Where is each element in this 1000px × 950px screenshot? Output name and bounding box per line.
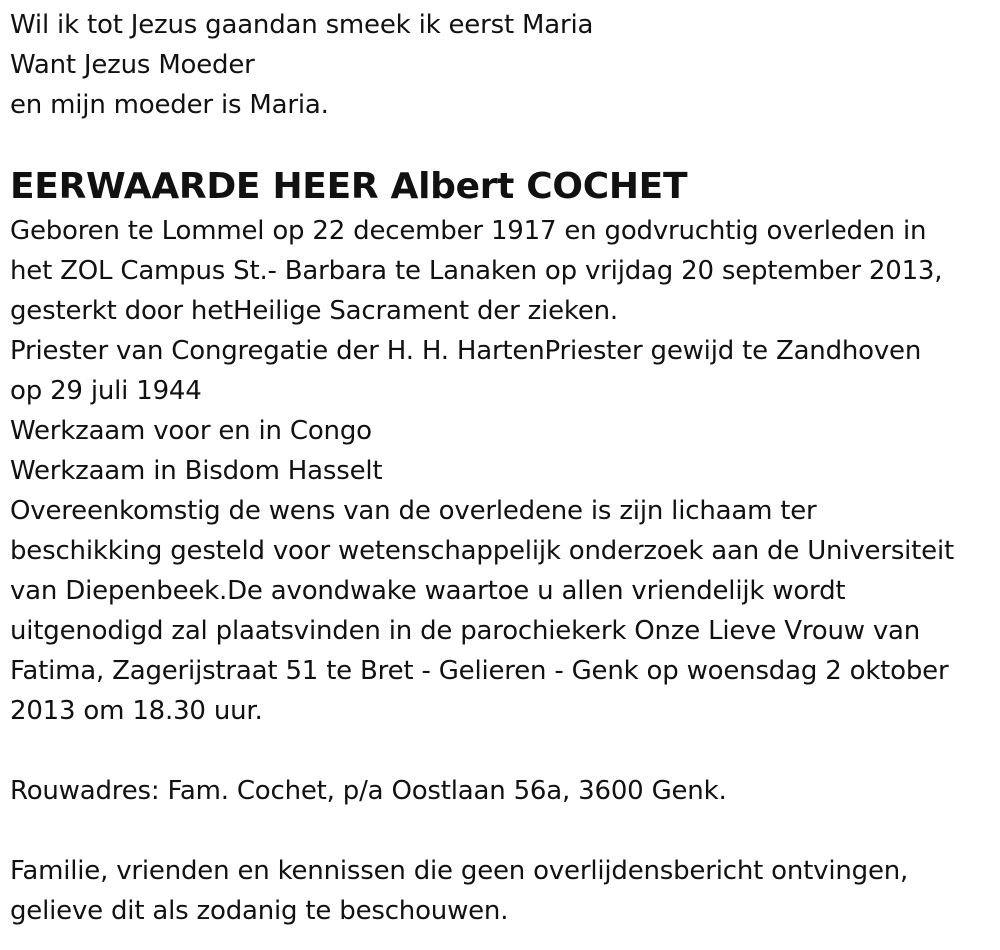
body-line: gesterkt door hetHeilige Sacrament der zieken. [10, 296, 618, 326]
biography-block [10, 211, 995, 731]
closing-block [10, 851, 995, 931]
body-line: uitgenodigd zal plaatsvinden in de parochiekerk Onze Lieve Vrouw van [10, 616, 921, 646]
body-line: 2013 om 18.30 uur. [10, 696, 263, 726]
closing-line: Familie, vrienden en kennissen die geen overlijdensbericht ontvingen, [10, 856, 909, 886]
poem-line: en mijn moeder is Maria. [10, 90, 329, 120]
body-line: Werkzaam voor en in Congo [10, 416, 372, 446]
body-line: Overeenkomstig de wens van de overledene is zijn lichaam ter [10, 496, 817, 526]
poem-block [10, 5, 995, 125]
body-line: Geboren te Lommel op 22 december 1917 en godvruchtig overleden in [10, 216, 927, 246]
body-line: van Diepenbeek.De avondwake waartoe u allen vriendelijk wordt [10, 576, 846, 606]
body-line: Priester van Congregatie der H. H. HartenPriester gewijd te Zandhoven [10, 336, 922, 366]
body-line: het ZOL Campus St.- Barbara te Lanaken op vrijdag 20 september 2013, [10, 256, 943, 286]
body-line: beschikking gesteld voor wetenschappelijk onderzoek aan de Universiteit [10, 536, 954, 566]
closing-line: gelieve dit als zodanig te beschouwen. [10, 896, 509, 926]
obituary-notice [10, 5, 995, 931]
mourning-address: Rouwadres: Fam. Cochet, p/a Oostlaan 56a, 3600 Genk. [10, 776, 727, 806]
poem-line: Wil ik tot Jezus gaandan smeek ik eerst Maria [10, 10, 594, 40]
body-line: Fatima, Zagerijstraat 51 te Bret - Gelieren - Genk op woensdag 2 oktober [10, 656, 949, 686]
deceased-name-title: EERWAARDE HEER Albert COCHET [10, 166, 688, 207]
paragraph-spacer [10, 731, 995, 771]
poem-line: Want Jezus Moeder [10, 50, 255, 80]
body-line: op 29 juli 1944 [10, 376, 202, 406]
body-line: Werkzaam in Bisdom Hasselt [10, 456, 383, 486]
paragraph-spacer [10, 811, 995, 851]
